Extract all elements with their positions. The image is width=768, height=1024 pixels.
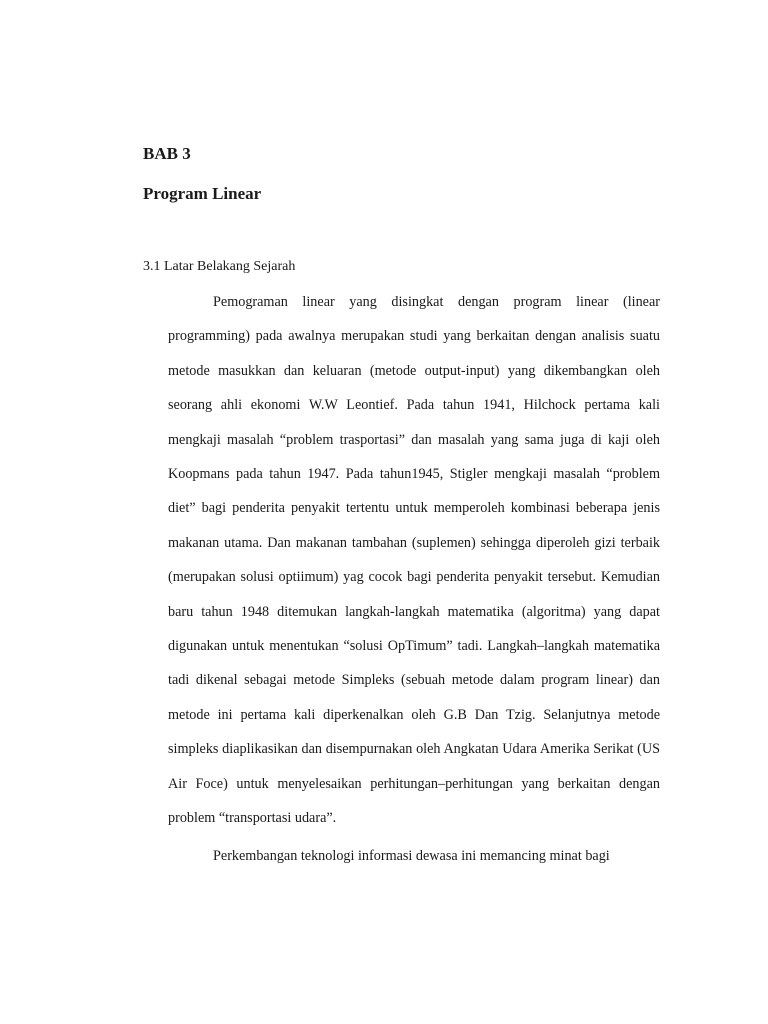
chapter-title: Program Linear xyxy=(143,184,262,203)
section-heading: 3.1 Latar Belakang Sejarah xyxy=(143,259,296,274)
body-paragraph: Pemograman linear yang disingkat dengan program linear (linear programming) pada awalnya merupakan studi yang berkaitan dengan analisis suatu metode masukkan dan keluaran (metode output-input) yang dikembangkan oleh seorang ahli ekonomi W.W Leontief. Pada tahun 1941, Hilchock pertama kali mengkaji masalah “problem trasportasi” dan masalah yang sama juga di kaji oleh Koopmans pada tahun 1947. Pada tahun1945, Stigler mengkaji masalah “problem diet” bagi penderita penyakit tertentu untuk memperoleh kombinasi beberapa jenis makanan utama. Dan makanan tambahan (suplemen) sehingga diperoleh gizi terbaik (merupakan solusi optiimum) yag cocok bagi penderita penyakit tersebut. Kemudian baru tahun 1948 ditemukan langkah-langkah matematika (algoritma) yang dapat digunakan untuk menentukan “solusi OpTimum” tadi. Langkah–langkah matematika tadi dikenal sebagai metode Simpleks (sebuah metode dalam program linear) dan metode ini pertama kali diperkenalkan oleh G.B Dan Tzig. Selanjutnya metode simpleks diaplikasikan dan disempurnakan oleh Angkatan Udara Amerika Serikat (US Air Foce) untuk menyelesaikan perhitungan–perhitungan yang berkaitan dengan problem “transportasi udara”. xyxy=(168,294,660,827)
chapter-label: BAB 3 xyxy=(143,144,191,163)
body-paragraph: Perkembangan teknologi informasi dewasa ini memancing minat bagi xyxy=(213,848,610,864)
